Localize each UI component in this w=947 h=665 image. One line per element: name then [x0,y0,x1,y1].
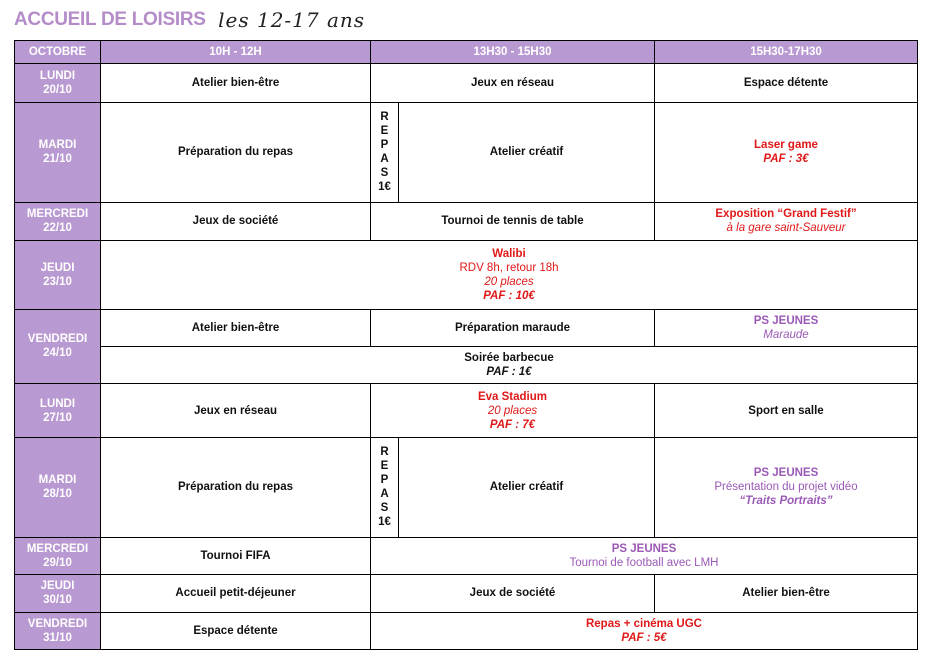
activity-title: Repas + cinéma UGC [585,617,702,630]
activity-location: à la gare saint-Sauveur [726,222,846,235]
day-name: JEUDI [40,580,75,593]
activity-title: PS JEUNES [753,314,819,327]
activity-title: Laser game [754,139,818,152]
day-cell [15,309,101,384]
activity-cell: Préparation du repas [101,437,371,537]
repas-letter: R [380,446,389,459]
table-row [15,575,918,612]
table-row [15,102,918,202]
day-date: 23/10 [43,275,72,288]
table-row [15,384,918,438]
activity-cell: Accueil petit-déjeuner [101,575,371,612]
repas-letter: E [380,460,389,473]
title-main: ACCUEIL DE LOISIRS [14,9,206,30]
activity-cell: Jeux de société [371,575,655,612]
activity-cell: Espace détente [101,612,371,649]
full-day-activity-cell [101,240,918,309]
table-row [15,202,918,240]
activity-cell: Préparation du repas [101,102,371,202]
repas-price: 1€ [378,516,391,529]
table-row [15,346,918,383]
activity-cell: Atelier créatif [399,102,655,202]
table-row [15,437,918,537]
header-slot-late-afternoon: 15H30-17H30 [655,41,918,64]
day-name: MERCREDI [26,543,89,556]
activity-cell [655,202,918,240]
activity-subtitle: Maraude [763,328,809,341]
day-date: 22/10 [43,222,72,235]
table-row [15,64,918,102]
activity-cell: Tournoi FIFA [101,537,371,574]
activity-cell: Atelier créatif [399,437,655,537]
header-slot-morning: 10H - 12H [101,41,371,64]
activity-price: PAF : 5€ [621,631,667,644]
repas-letter: A [380,488,389,501]
day-date: 24/10 [43,347,72,360]
repas-vertical-label [371,437,399,537]
day-cell [15,612,101,649]
header-slot-early-afternoon: 13H30 - 15H30 [371,41,655,64]
evening-activity-cell [101,346,918,383]
repas-letter: S [380,167,389,180]
activity-cell: Préparation maraude [371,309,655,346]
activity-title: Soirée barbecue [464,352,554,365]
activity-price: PAF : 10€ [483,289,535,302]
day-cell [15,537,101,574]
day-name: VENDREDI [27,617,88,630]
day-name: MARDI [38,139,77,152]
repas-letter: P [380,474,389,487]
activity-cell: Espace détente [655,64,918,102]
activity-cell [655,102,918,202]
day-name: LUNDI [39,69,76,82]
day-date: 27/10 [43,411,72,424]
activity-description: Présentation du projet vidéo [714,481,858,494]
table-row [15,240,918,309]
table-row [15,309,918,346]
day-cell [15,437,101,537]
activity-cell: Atelier bien-être [655,575,918,612]
day-cell [15,240,101,309]
activity-cell: Tournoi de tennis de table [371,202,655,240]
day-cell [15,64,101,102]
day-name: LUNDI [39,397,76,410]
header-month: OCTOBRE [15,41,101,64]
day-date: 21/10 [43,153,72,166]
repas-letter: S [380,502,389,515]
repas-vertical-label [371,102,399,202]
repas-price: 1€ [378,181,391,194]
activity-title: Exposition “Grand Festif” [715,208,857,221]
day-name: MERCREDI [26,208,89,221]
repas-letter: P [380,139,389,152]
activity-cell: Atelier bien-être [101,309,371,346]
activity-price: PAF : 1€ [486,366,532,379]
repas-letter: A [380,153,389,166]
day-cell [15,384,101,438]
day-date: 30/10 [43,594,72,607]
activity-cell [655,437,918,537]
day-cell [15,202,101,240]
activity-cell: Atelier bien-être [101,64,371,102]
activity-cell [371,537,918,574]
activity-cell [655,309,918,346]
activity-title: Eva Stadium [477,390,548,403]
activity-title: Walibi [492,247,526,260]
activity-cell: Jeux de société [101,202,371,240]
activity-places: 20 places [487,404,538,417]
activity-price: PAF : 3€ [763,153,809,166]
activity-cell: Jeux en réseau [371,64,655,102]
planning-table [14,40,918,650]
activity-schedule: RDV 8h, retour 18h [459,261,559,274]
day-date: 29/10 [43,557,72,570]
activity-price: PAF : 7€ [489,418,536,431]
activity-places: 20 places [484,275,534,288]
day-name: MARDI [38,474,77,487]
day-name: VENDREDI [27,333,88,346]
day-date: 20/10 [43,83,72,96]
activity-cell [371,612,918,649]
header-row [15,41,918,64]
day-cell [15,575,101,612]
day-name: JEUDI [40,261,75,274]
table-row [15,612,918,649]
page-title [14,8,365,36]
activity-cell: Jeux en réseau [101,384,371,438]
repas-letter: R [380,111,389,124]
activity-subtitle: Tournoi de football avec LMH [569,557,719,570]
title-age-range: les 12-17 ans [218,8,366,32]
activity-title: PS JEUNES [611,543,677,556]
activity-cell: Sport en salle [655,384,918,438]
day-date: 28/10 [43,488,72,501]
activity-cell [371,384,655,438]
day-date: 31/10 [43,631,72,644]
day-cell [15,102,101,202]
activity-project-name: “Traits Portraits” [739,495,833,508]
repas-letter: E [380,125,389,138]
activity-title: PS JEUNES [753,467,819,480]
table-row [15,537,918,574]
